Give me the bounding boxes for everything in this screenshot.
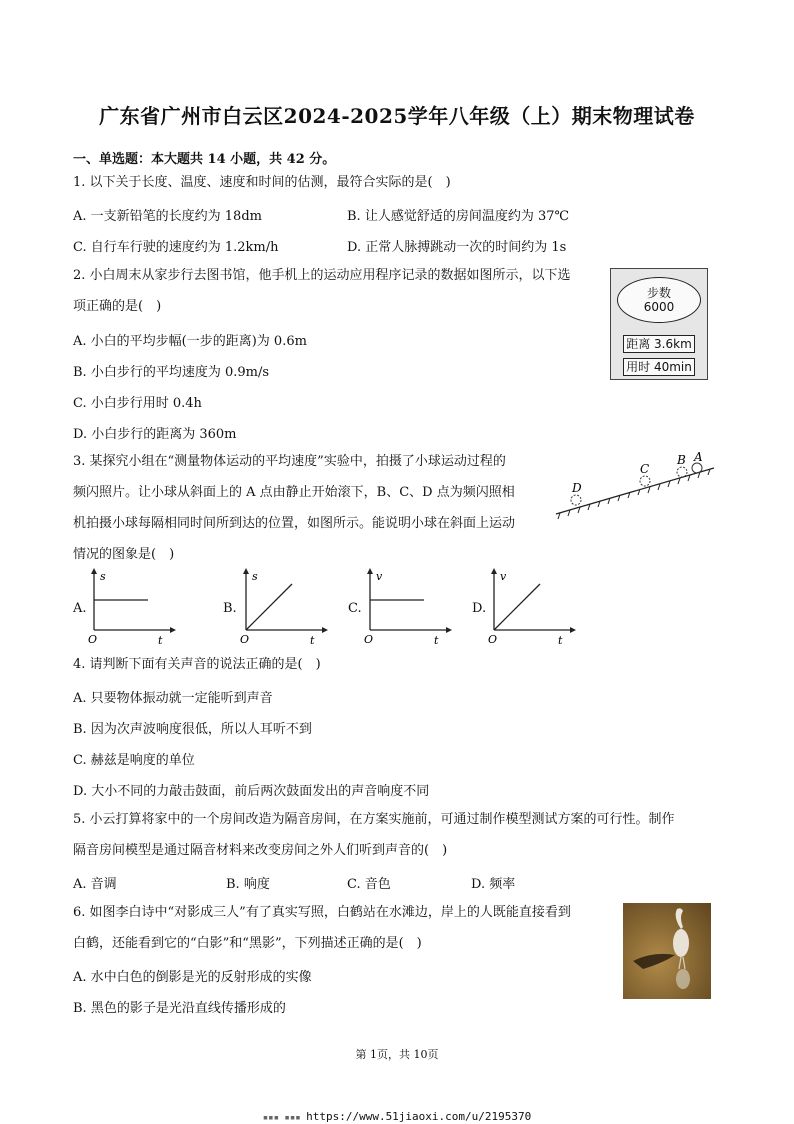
graph-b-line <box>246 584 292 630</box>
graph-d-line <box>494 584 540 630</box>
incline-figure <box>550 448 720 520</box>
q6-stem-line2: 白鹤，还能看到它的“白影”和“黑影”，下列描述正确的是( ) <box>73 936 422 951</box>
q5-option-b: B. 响度 <box>226 877 270 892</box>
q5-stem-line1: 5. 小云打算将家中的一个房间改造为隔音房间，在方案实施前，可通过制作模型测试方案的可行性。制作 <box>73 812 675 827</box>
watermark-link[interactable]: https://www.51jiaoxi.com/u/2195370 <box>306 1110 532 1123</box>
graph-d-origin: O <box>488 633 498 646</box>
q3-graph-b <box>238 566 328 646</box>
steps-value: 6000 <box>643 300 675 314</box>
q1-stem: 1. 以下关于长度、温度、速度和时间的估测，最符合实际的是( ) <box>73 175 451 190</box>
ball-a <box>692 463 702 473</box>
watermark-marks: ▪▪▪ ▪▪▪ <box>262 1113 307 1123</box>
q6-stem-line1: 6. 如图李白诗中“对影成三人”有了真实写照，白鹤站在水滩边，岸上的人既能直接看到 <box>73 905 571 920</box>
q3-stem-line2: 频闪照片。让小球从斜面上的 A 点由静止开始滚下，B、C、D 点为频闪照相 <box>73 485 515 500</box>
graph-c-xaxis: t <box>434 634 439 646</box>
label-b: B <box>677 453 686 467</box>
q3-option-b-letter: B. <box>223 601 237 616</box>
distance-box: 距离 3.6km <box>623 335 695 353</box>
label-d: D <box>572 481 582 495</box>
section-heading: 一、单选题：本大题共 14 小题，共 42 分。 <box>73 152 336 167</box>
q6-option-b: B. 黑色的影子是光沿直线传播形成的 <box>73 1001 286 1016</box>
q3-graph-d <box>486 566 576 646</box>
q1-option-a: A. 一支新铅笔的长度约为 18dm <box>73 209 262 224</box>
watermark-url <box>0 1110 794 1123</box>
q4-option-c: C. 赫兹是响度的单位 <box>73 753 195 768</box>
crane-photo <box>623 903 711 999</box>
graph-c-yaxis: v <box>376 570 383 583</box>
q2-stem-line1: 2. 小白周末从家步行去图书馆，他手机上的运动应用程序记录的数据如图所示，以下选 <box>73 268 571 283</box>
q1-option-c: C. 自行车行驶的速度约为 1.2km/h <box>73 240 279 255</box>
label-c: C <box>640 462 650 476</box>
q3-stem-line1: 3. 某探究小组在“测量物体运动的平均速度”实验中，拍摄了小球运动过程的 <box>73 454 506 469</box>
time-box: 用时 40min <box>623 358 695 376</box>
graph-d-yaxis: v <box>500 570 507 583</box>
q5-option-a: A. 音调 <box>73 877 117 892</box>
q5-option-c: C. 音色 <box>347 877 391 892</box>
q3-graph-a <box>86 566 176 646</box>
q3-option-c-letter: C. <box>348 601 362 616</box>
steps-oval <box>617 277 701 323</box>
graph-c-origin: O <box>364 633 374 646</box>
q4-option-a: A. 只要物体振动就一定能听到声音 <box>73 691 273 706</box>
q2-stem-line2: 项正确的是( ) <box>73 299 162 314</box>
q3-option-d-letter: D. <box>472 601 487 616</box>
q2-option-b: B. 小白步行的平均速度为 0.9m/s <box>73 365 270 380</box>
graph-b-yaxis: s <box>252 570 258 583</box>
q2-option-d: D. 小白步行的距离为 360m <box>73 427 237 442</box>
q2-option-c: C. 小白步行用时 0.4h <box>73 396 202 411</box>
ball-b <box>677 467 687 477</box>
graph-a-origin: O <box>88 633 98 646</box>
q4-stem: 4. 请判断下面有关声音的说法正确的是( ) <box>73 657 321 672</box>
crane-photo-art <box>623 903 711 999</box>
q6-option-a: A. 水中白色的倒影是光的反射形成的实像 <box>73 970 312 985</box>
q5-stem-line2: 隔音房间模型是通过隔音材料来改变房间之外人们听到声音的( ) <box>73 843 448 858</box>
page-footer: 第 1页，共 10页 <box>355 1048 439 1061</box>
graph-a-xaxis: t <box>158 634 163 646</box>
q3-stem-line3: 机拍摄小球每隔相同时间所到达的位置，如图所示。能说明小球在斜面上运动 <box>73 516 516 531</box>
q4-option-d: D. 大小不同的力敲击鼓面，前后两次鼓面发出的声音响度不同 <box>73 784 430 799</box>
q3-graph-c <box>362 566 452 646</box>
graph-b-xaxis: t <box>310 634 315 646</box>
q3-stem-line4: 情况的图象是( ) <box>73 547 175 562</box>
ball-d <box>571 495 581 505</box>
phone-app-figure <box>610 268 708 380</box>
ball-c <box>640 476 650 486</box>
q5-option-d: D. 频率 <box>471 877 516 892</box>
q1-option-d: D. 正常人脉搏跳动一次的时间约为 1s <box>347 240 567 255</box>
page-title: 广东省广州市白云区2024-2025学年八年级（上）期末物理试卷 <box>99 104 695 128</box>
graph-d-xaxis: t <box>558 634 563 646</box>
q2-option-a: A. 小白的平均步幅(一步的距离)为 0.6m <box>73 334 307 349</box>
graph-a-yaxis: s <box>100 570 106 583</box>
steps-label: 步数 <box>646 286 671 300</box>
q4-option-b: B. 因为次声波响度很低，所以人耳听不到 <box>73 722 312 737</box>
graph-b-origin: O <box>240 633 250 646</box>
q1-option-b: B. 让人感觉舒适的房间温度约为 37℃ <box>347 209 570 224</box>
q3-option-a-letter: A. <box>73 601 87 616</box>
label-a: A <box>694 450 703 464</box>
